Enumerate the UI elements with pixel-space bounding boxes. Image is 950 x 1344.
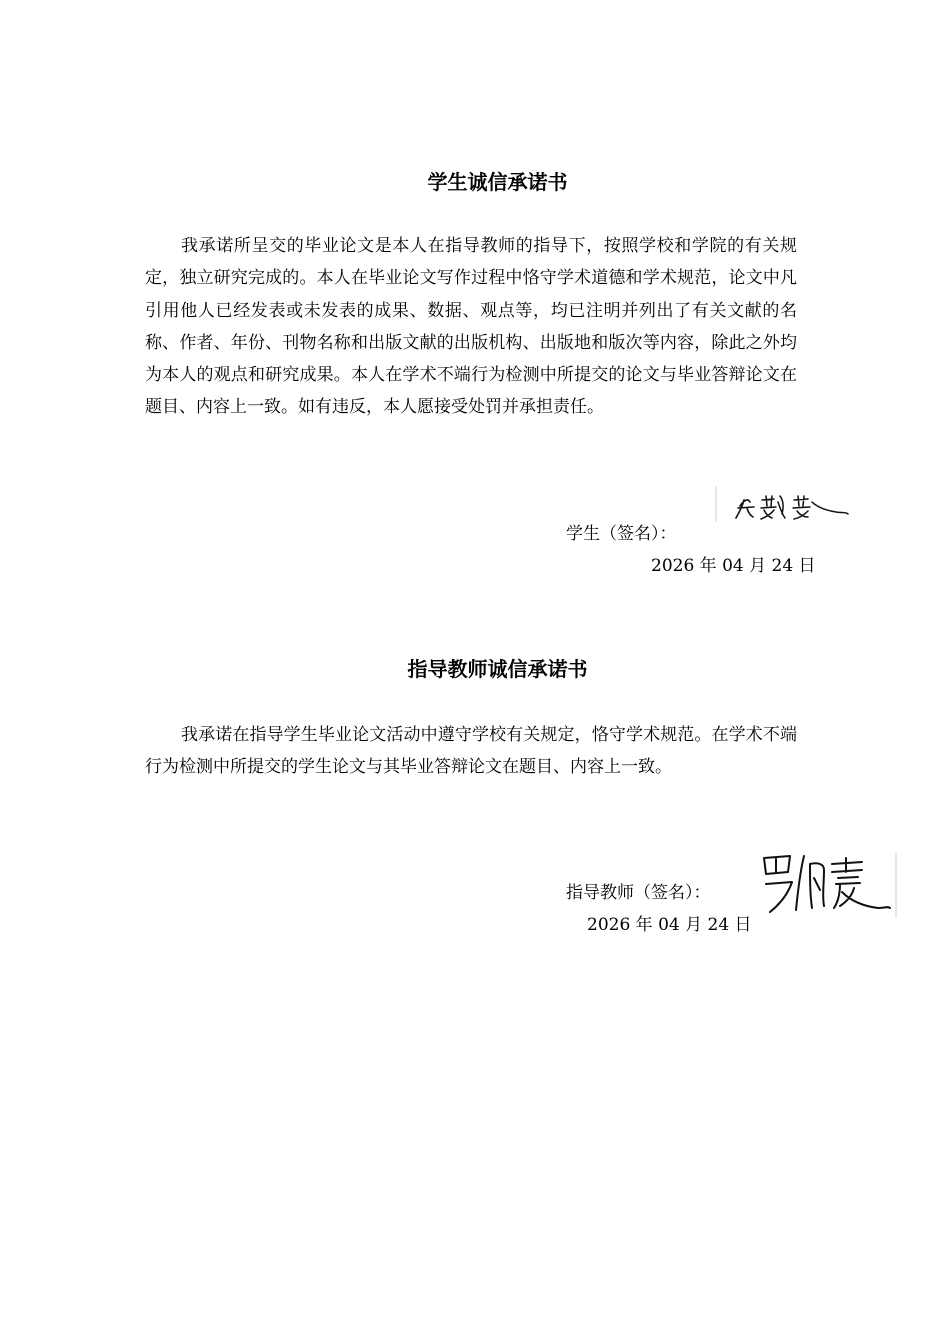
- student-pledge-body: 我承诺所呈交的毕业论文是本人在指导教师的指导下，按照学校和学院的有关规定，独立研究完成的。本人在毕业论文写作过程中恪守学术道德和学术规范，论文中凡引用他人已经发表或未发表的成果、数据、观点等，均已注明并列出了有关文献的名称、作者、年份、刊物名称和出版文献的出版机构、出版地和版次等内容，除此之外均为本人的观点和研究成果。本人在学术不端行为检测中所提交的论文与毕业答辩论文在题目、内容上一致。如有违反，本人愿接受处罚并承担责任。: [145, 236, 797, 418]
- student-pledge-title: 学生诚信承诺书: [427, 170, 568, 194]
- student-date: 2026 年 04 月 24 日: [651, 556, 816, 576]
- student-signature-label: 学生（签名）：: [566, 524, 677, 544]
- advisor-pledge-title: 指导教师诚信承诺书: [407, 657, 588, 681]
- advisor-signature-label: 指导教师（签名）：: [566, 883, 711, 903]
- advisor-pledge-body: 我承诺在指导学生毕业论文活动中遵守学校有关规定，恪守学术规范。在学术不端行为检测中所提交的学生论文与其毕业答辩论文在题目、内容上一致。: [145, 725, 797, 778]
- advisor-date: 2026 年 04 月 24 日: [587, 915, 752, 935]
- advisor-signature: [758, 850, 898, 920]
- student-signature: [714, 484, 854, 524]
